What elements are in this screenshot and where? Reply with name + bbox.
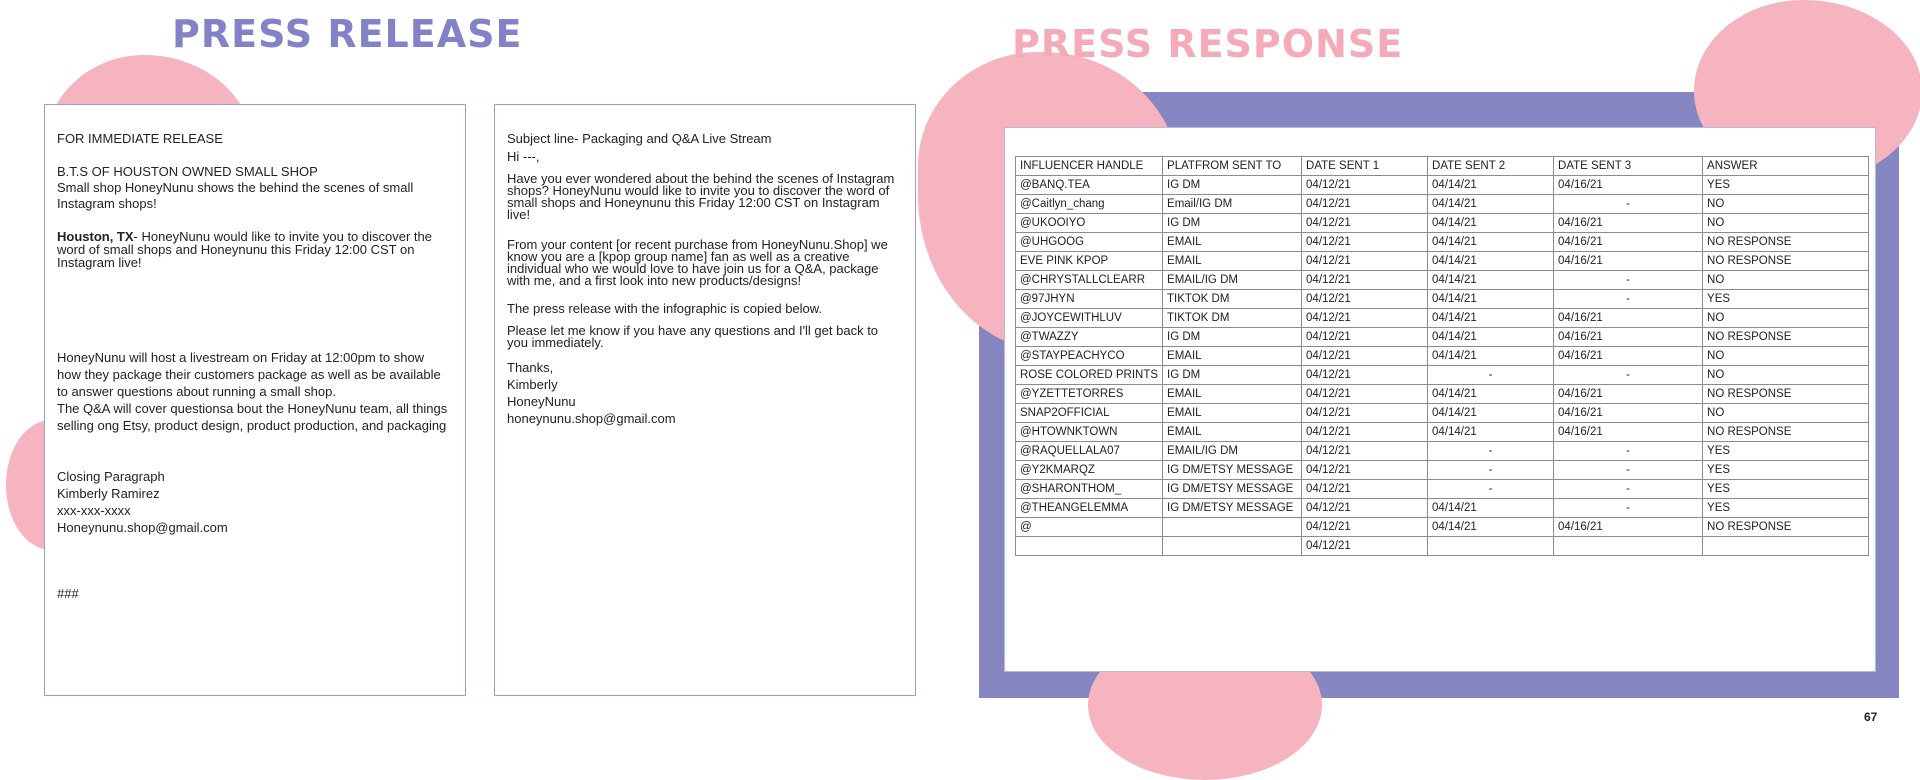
header-date-sent-2: DATE SENT 2 xyxy=(1428,157,1554,176)
date-1-cell: 04/12/21 xyxy=(1302,214,1428,233)
press-release-document xyxy=(44,104,466,696)
table-row xyxy=(1016,423,1869,442)
answer-cell: YES xyxy=(1703,461,1869,480)
release-contact-email: Honeynunu.shop@gmail.com xyxy=(57,520,228,535)
handle-cell: @SHARONTHOM_ xyxy=(1016,480,1163,499)
date-3-cell: 04/16/21 xyxy=(1554,404,1703,423)
date-2-cell: 04/14/21 xyxy=(1428,404,1554,423)
platform-cell: EMAIL xyxy=(1163,385,1302,404)
date-2-cell: 04/14/21 xyxy=(1428,499,1554,518)
date-3-cell: - xyxy=(1554,461,1703,480)
date-2-cell: 04/14/21 xyxy=(1428,271,1554,290)
answer-cell: NO RESPONSE xyxy=(1703,423,1869,442)
table-row xyxy=(1016,537,1869,556)
date-2-cell: 04/14/21 xyxy=(1428,214,1554,233)
answer-cell: NO RESPONSE xyxy=(1703,518,1869,537)
date-2-cell: 04/14/21 xyxy=(1428,328,1554,347)
platform-cell: IG DM xyxy=(1163,214,1302,233)
date-1-cell: 04/12/21 xyxy=(1302,480,1428,499)
handle-cell: @UHGOOG xyxy=(1016,233,1163,252)
date-3-cell: - xyxy=(1554,271,1703,290)
table-row xyxy=(1016,309,1869,328)
answer-cell: YES xyxy=(1703,290,1869,309)
answer-cell: NO RESPONSE xyxy=(1703,328,1869,347)
date-1-cell: 04/12/21 xyxy=(1302,290,1428,309)
answer-cell: NO RESPONSE xyxy=(1703,385,1869,404)
email-signoff: Thanks, xyxy=(507,360,554,375)
table-row xyxy=(1016,252,1869,271)
date-2-cell: 04/14/21 xyxy=(1428,347,1554,366)
date-2-cell: 04/14/21 xyxy=(1428,195,1554,214)
platform-cell xyxy=(1163,537,1302,556)
release-subheadline: Small shop HoneyNunu shows the behind the scenes of small Instagram shops! xyxy=(57,180,414,211)
table-row xyxy=(1016,233,1869,252)
handle-cell: @CHRYSTALLCLEARR xyxy=(1016,271,1163,290)
date-1-cell: 04/12/21 xyxy=(1302,404,1428,423)
answer-cell: NO RESPONSE xyxy=(1703,233,1869,252)
header-date-sent-1: DATE SENT 1 xyxy=(1302,157,1428,176)
email-paragraph-3: The press release with the infographic is copied below. xyxy=(507,301,823,316)
date-3-cell: 04/16/21 xyxy=(1554,233,1703,252)
platform-cell: TIKTOK DM xyxy=(1163,290,1302,309)
date-2-cell: - xyxy=(1428,442,1554,461)
date-3-cell xyxy=(1554,537,1703,556)
date-1-cell: 04/12/21 xyxy=(1302,442,1428,461)
date-1-cell: 04/12/21 xyxy=(1302,271,1428,290)
release-end-mark: ### xyxy=(57,586,79,601)
answer-cell: NO xyxy=(1703,309,1869,328)
date-2-cell: - xyxy=(1428,480,1554,499)
table-row xyxy=(1016,499,1869,518)
handle-cell: @YZETTETORRES xyxy=(1016,385,1163,404)
date-1-cell: 04/12/21 xyxy=(1302,309,1428,328)
answer-cell: NO RESPONSE xyxy=(1703,252,1869,271)
platform-cell: EMAIL xyxy=(1163,423,1302,442)
table-row xyxy=(1016,366,1869,385)
handle-cell: @THEANGELEMMA xyxy=(1016,499,1163,518)
platform-cell: EMAIL xyxy=(1163,404,1302,423)
platform-cell: EMAIL xyxy=(1163,233,1302,252)
date-2-cell: 04/14/21 xyxy=(1428,252,1554,271)
press-response-heading: PRESS RESPONSE xyxy=(1012,22,1404,66)
platform-cell xyxy=(1163,518,1302,537)
handle-cell: @ xyxy=(1016,518,1163,537)
platform-cell: IG DM/ETSY MESSAGE xyxy=(1163,499,1302,518)
date-2-cell: - xyxy=(1428,461,1554,480)
date-1-cell: 04/12/21 xyxy=(1302,233,1428,252)
table-row xyxy=(1016,347,1869,366)
table-row xyxy=(1016,518,1869,537)
table-row xyxy=(1016,290,1869,309)
table-row xyxy=(1016,271,1869,290)
platform-cell: TIKTOK DM xyxy=(1163,309,1302,328)
platform-cell: IG DM/ETSY MESSAGE xyxy=(1163,461,1302,480)
date-3-cell: 04/16/21 xyxy=(1554,176,1703,195)
platform-cell: IG DM xyxy=(1163,366,1302,385)
date-3-cell: 04/16/21 xyxy=(1554,328,1703,347)
date-3-cell: 04/16/21 xyxy=(1554,252,1703,271)
answer-cell: NO xyxy=(1703,271,1869,290)
table-row xyxy=(1016,195,1869,214)
email-subject: Subject line- Packaging and Q&A Live Stream xyxy=(507,131,772,146)
date-2-cell: 04/14/21 xyxy=(1428,385,1554,404)
handle-cell: @Y2KMARQZ xyxy=(1016,461,1163,480)
date-1-cell: 04/12/21 xyxy=(1302,366,1428,385)
date-3-cell: - xyxy=(1554,442,1703,461)
date-3-cell: 04/16/21 xyxy=(1554,214,1703,233)
handle-cell: SNAP2OFFICIAL xyxy=(1016,404,1163,423)
date-1-cell: 04/12/21 xyxy=(1302,252,1428,271)
date-3-cell: 04/16/21 xyxy=(1554,385,1703,404)
date-3-cell: 04/16/21 xyxy=(1554,309,1703,328)
date-1-cell: 04/12/21 xyxy=(1302,195,1428,214)
date-2-cell: 04/14/21 xyxy=(1428,309,1554,328)
page-number: 67 xyxy=(1864,710,1878,724)
platform-cell: EMAIL xyxy=(1163,347,1302,366)
table-row xyxy=(1016,385,1869,404)
answer-cell xyxy=(1703,537,1869,556)
date-1-cell: 04/12/21 xyxy=(1302,423,1428,442)
date-1-cell: 04/12/21 xyxy=(1302,537,1428,556)
table-body xyxy=(1016,176,1869,556)
date-1-cell: 04/12/21 xyxy=(1302,347,1428,366)
answer-cell: NO xyxy=(1703,366,1869,385)
influencer-outreach-table xyxy=(1015,156,1869,556)
release-contact-phone: xxx-xxx-xxxx xyxy=(57,503,131,518)
date-2-cell: 04/14/21 xyxy=(1428,176,1554,195)
date-1-cell: 04/12/21 xyxy=(1302,328,1428,347)
handle-cell: @TWAZZY xyxy=(1016,328,1163,347)
platform-cell: IG DM xyxy=(1163,328,1302,347)
handle-cell: @HTOWNKTOWN xyxy=(1016,423,1163,442)
date-3-cell: - xyxy=(1554,195,1703,214)
handle-cell: @BANQ.TEA xyxy=(1016,176,1163,195)
table-row xyxy=(1016,461,1869,480)
table-row xyxy=(1016,442,1869,461)
email-signature-shop: HoneyNunu xyxy=(507,394,576,409)
header-date-sent-3: DATE SENT 3 xyxy=(1554,157,1703,176)
handle-cell: @STAYPEACHYCO xyxy=(1016,347,1163,366)
date-3-cell: 04/16/21 xyxy=(1554,347,1703,366)
platform-cell: IG DM/ETSY MESSAGE xyxy=(1163,480,1302,499)
date-2-cell: 04/14/21 xyxy=(1428,423,1554,442)
date-2-cell: 04/14/21 xyxy=(1428,233,1554,252)
answer-cell: NO xyxy=(1703,404,1869,423)
platform-cell: IG DM xyxy=(1163,176,1302,195)
date-2-cell: 04/14/21 xyxy=(1428,290,1554,309)
handle-cell xyxy=(1016,537,1163,556)
answer-cell: YES xyxy=(1703,442,1869,461)
answer-cell: YES xyxy=(1703,499,1869,518)
date-1-cell: 04/12/21 xyxy=(1302,176,1428,195)
table-row xyxy=(1016,214,1869,233)
handle-cell: @JOYCEWITHLUV xyxy=(1016,309,1163,328)
email-greeting: Hi ---, xyxy=(507,149,540,164)
date-2-cell: 04/14/21 xyxy=(1428,518,1554,537)
date-3-cell: - xyxy=(1554,290,1703,309)
platform-cell: EMAIL/IG DM xyxy=(1163,442,1302,461)
email-paragraph-2: From your content [or recent purchase from HoneyNunu.Shop] we know you are a [kpop group name] fan as well as a creative individual who we would love to have join us for a Q&A, package with me, and a first look into new products/designs! xyxy=(507,237,888,288)
table-row xyxy=(1016,480,1869,499)
answer-cell: YES xyxy=(1703,176,1869,195)
handle-cell: EVE PINK KPOP xyxy=(1016,252,1163,271)
platform-cell: EMAIL xyxy=(1163,252,1302,271)
date-2-cell: - xyxy=(1428,366,1554,385)
header-answer: ANSWER xyxy=(1703,157,1869,176)
release-closing: Closing Paragraph xyxy=(57,469,165,484)
release-dateline xyxy=(57,230,449,269)
date-1-cell: 04/12/21 xyxy=(1302,499,1428,518)
platform-cell: EMAIL/IG DM xyxy=(1163,271,1302,290)
handle-cell: @97JHYN xyxy=(1016,290,1163,309)
answer-cell: NO xyxy=(1703,214,1869,233)
release-contact-name: Kimberly Ramirez xyxy=(57,486,160,501)
date-1-cell: 04/12/21 xyxy=(1302,385,1428,404)
answer-cell: NO xyxy=(1703,347,1869,366)
date-3-cell: - xyxy=(1554,499,1703,518)
date-3-cell: 04/16/21 xyxy=(1554,423,1703,442)
email-signature-email: honeynunu.shop@gmail.com xyxy=(507,411,676,426)
date-1-cell: 04/12/21 xyxy=(1302,461,1428,480)
table-row xyxy=(1016,328,1869,347)
dateline-location: Houston, TX xyxy=(57,229,134,244)
platform-cell: Email/IG DM xyxy=(1163,195,1302,214)
release-body-2: The Q&A will cover questionsa bout the HoneyNunu team, all things selling ong Etsy, product design, product production, and packaging xyxy=(57,401,448,433)
pitch-email-document xyxy=(494,104,916,696)
date-3-cell: 04/16/21 xyxy=(1554,518,1703,537)
handle-cell: @RAQUELLALA07 xyxy=(1016,442,1163,461)
table-row xyxy=(1016,404,1869,423)
date-3-cell: - xyxy=(1554,366,1703,385)
email-signature-name: Kimberly xyxy=(507,377,558,392)
email-paragraph-1: Have you ever wondered about the behind the scenes of Instagram shops? HoneyNunu would like to invite you to discover the word of small shops and Honeynunu this Friday 12:00 CST on Instagram live! xyxy=(507,171,895,222)
handle-cell: @UKOOIYO xyxy=(1016,214,1163,233)
date-1-cell: 04/12/21 xyxy=(1302,518,1428,537)
table-row xyxy=(1016,176,1869,195)
release-body-1: HoneyNunu will host a livestream on Friday at 12:00pm to show how they package their customers package as well as be available to answer questions about running a small shop. xyxy=(57,350,441,399)
release-label: FOR IMMEDIATE RELEASE xyxy=(57,131,223,146)
email-paragraph-4: Please let me know if you have any questions and I'll get back to you immediately. xyxy=(507,323,879,350)
press-response-panel xyxy=(1004,127,1876,672)
table-header-row xyxy=(1016,157,1869,176)
release-headline: B.T.S OF HOUSTON OWNED SMALL SHOP xyxy=(57,164,318,179)
header-platform: PLATFROM SENT TO xyxy=(1163,157,1302,176)
press-release-heading: PRESS RELEASE xyxy=(172,12,523,56)
header-influencer-handle: INFLUENCER HANDLE xyxy=(1016,157,1163,176)
answer-cell: NO xyxy=(1703,195,1869,214)
date-2-cell xyxy=(1428,537,1554,556)
handle-cell: @Caitlyn_chang xyxy=(1016,195,1163,214)
handle-cell: ROSE COLORED PRINTS xyxy=(1016,366,1163,385)
date-3-cell: - xyxy=(1554,480,1703,499)
answer-cell: YES xyxy=(1703,480,1869,499)
dateline-text: - HoneyNunu would like to invite you to discover the word of small shops and Honeynunu this Friday 12:00 CST on Instagram live! xyxy=(57,229,432,270)
